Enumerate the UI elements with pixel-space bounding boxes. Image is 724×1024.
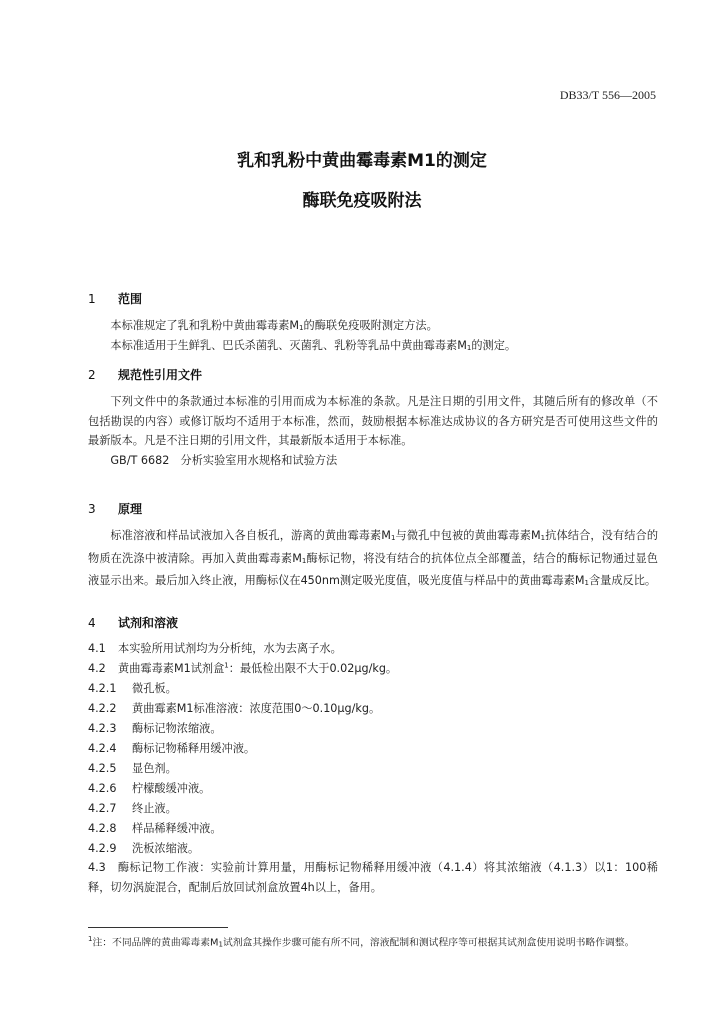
item-number: 4.1	[88, 642, 106, 655]
item-number: 4.2.3	[88, 722, 117, 735]
footnote-divider	[88, 927, 228, 928]
document-subtitle: 酶联免疫吸附法	[302, 191, 422, 211]
list-item	[88, 800, 177, 816]
footnote-marker: 1	[224, 661, 229, 670]
section-number: 1	[88, 292, 96, 306]
list-item	[88, 740, 255, 756]
subscript: 1	[301, 556, 307, 565]
item-text: 样品稀释缓冲液。	[132, 822, 222, 835]
item-text: 微孔板。	[132, 682, 177, 695]
text-run: 试剂盒其操作步骤可能有所不同，溶液配制和测试程序等可根据其试剂盒使用说明书略作调整。	[222, 937, 635, 949]
principle-paragraph	[88, 526, 658, 594]
item-text: 本实验所用试剂均为分析纯，水为去离子水。	[118, 642, 342, 655]
section-title: 试剂和溶液	[118, 616, 179, 630]
item-text: 黄曲霉素M1标准溶液：浓度范围0～0.10μg/kg。	[132, 702, 381, 715]
text-run: 本标准规定了乳和乳粉中黄曲霉毒素M	[110, 319, 300, 332]
subscript: 1	[390, 534, 396, 542]
text-run: 本标准适用于生鲜乳、巴氏杀菌乳、灭菌乳、乳粉等乳品中黄曲霉毒素M	[110, 339, 467, 352]
item-number: 4.2.8	[88, 822, 117, 835]
section-title: 原理	[118, 502, 143, 516]
list-item	[88, 680, 177, 696]
section-title: 范围	[118, 292, 143, 306]
list-item	[88, 640, 342, 656]
item-number: 4.2.5	[88, 762, 117, 775]
section-3-heading	[88, 500, 142, 517]
subscript: 1	[584, 579, 589, 587]
item-text: ：最低检出限不大于0.02μg/kg。	[228, 662, 398, 675]
item-text: 洗板浓缩液。	[132, 842, 200, 855]
section-title: 规范性引用文件	[118, 368, 203, 382]
text-run: 注：不同品牌的黄曲霉毒素M	[92, 937, 219, 949]
section-number: 2	[88, 368, 96, 382]
item-text: 柠檬酸缓冲液。	[132, 782, 211, 795]
footnote-marker: 1	[88, 935, 93, 943]
footnote	[88, 933, 658, 951]
subscript: 1	[218, 940, 223, 949]
item-text: 黄曲霉毒素M1试剂盒	[118, 662, 225, 675]
item-number: 4.2.9	[88, 842, 117, 855]
section-1-heading	[88, 290, 142, 307]
subscript: 1	[540, 534, 546, 542]
item-text: 酶标记物稀释用缓冲液。	[132, 742, 256, 755]
list-item	[88, 660, 397, 676]
list-item	[88, 760, 177, 776]
item-4-3-paragraph: 4.3 酶标记物工作液：实验前计算用量，用酶标记物稀释用缓冲液（4.1.4）将其浓缩液（4.1.3）以1：100稀释，切勿涡旋混合，配制后放回试剂盒放置4h以上，备用。	[88, 861, 658, 894]
item-number: 4.2.2	[88, 702, 117, 715]
item-number: 4.2.6	[88, 782, 117, 795]
section-2-heading	[88, 366, 202, 383]
section-4-heading	[88, 614, 178, 631]
section-number: 4	[88, 616, 96, 630]
text-run: 标准溶液和样品试液加入各自板孔，游离的黄曲霉毒素M	[110, 529, 391, 542]
standard-code: DB33/T 556—2005	[559, 88, 656, 102]
item-text: 终止液。	[132, 802, 177, 815]
item-text: 显色剂。	[132, 762, 177, 775]
item-number: 4.2	[88, 662, 106, 675]
scope-paragraph-2	[88, 336, 658, 359]
section-number: 3	[88, 502, 96, 516]
subscript: 1	[466, 344, 472, 352]
text-run: 酶标记物，将没有结合的抗体位点全部覆盖，结合的酶标记物通过显色液显示出来。最后加入终止液，用酶标仪在450nm测定吸光度值，吸光度值与样品中的黄曲霉毒素M	[88, 551, 658, 587]
text-run: 抗体结合，没有结合的物质在洗涤中被清除。再加入黄曲霉毒素M	[88, 529, 659, 565]
text-run: 的测定。	[471, 339, 517, 352]
item-number: 4.2.7	[88, 802, 117, 815]
normative-references-paragraph: 下列文件中的条款通过本标准的引用而成为本标准的条款。凡是注日期的引用文件，其随后所有的修改单（不包括勘误的内容）或修订版均不适用于本标准，然而，鼓励根据本标准达成协议的各方研究是否可使用这些文件的最新版本。凡是不注日期的引用文件，其最新版本适用于本标准。	[88, 395, 658, 447]
item-number: 4.2.1	[88, 682, 117, 695]
list-item	[88, 700, 380, 716]
text-run: 含量成反比。	[588, 574, 657, 587]
list-item	[88, 820, 222, 836]
list-item	[88, 840, 199, 856]
document-title: 乳和乳粉中黄曲霉毒素M1的测定	[237, 151, 487, 171]
text-run: 的酶联免疫吸附测定方法。	[303, 319, 438, 332]
list-item	[88, 720, 222, 736]
item-number: 4.2.4	[88, 742, 117, 755]
reference-gbt-6682: GB/T 6682 分析实验室用水规格和试验方法	[110, 454, 338, 467]
subscript: 1	[299, 324, 304, 332]
text-run: 与微孔中包被的黄曲霉毒素M	[395, 529, 541, 542]
item-text: 酶标记物浓缩液。	[132, 722, 222, 735]
list-item	[88, 780, 210, 796]
